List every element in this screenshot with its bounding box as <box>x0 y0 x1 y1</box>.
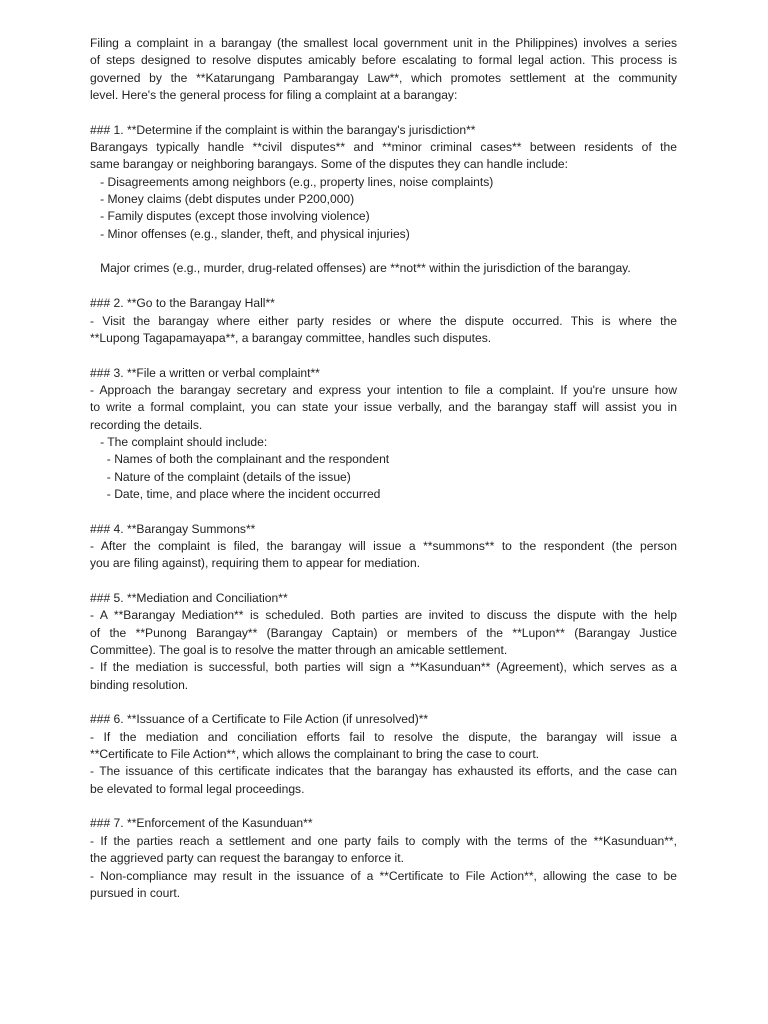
text-line: you are filing against), requiring them to appear for mediation. <box>90 556 421 571</box>
text-line: - If the parties reach a settlement and one party fails to comply with the terms of the **Kasunduan**, <box>90 833 677 848</box>
text-line: - The issuance of this certificate indicates that the barangay has exhausted its efforts, and the case can <box>90 764 677 779</box>
text-line: **Certificate to File Action**, which allows the complainant to bring the case to court. <box>90 747 540 762</box>
text-line: of the **Punong Barangay** (Barangay Captain) or members of the **Lupon** (Barangay Justice <box>90 625 677 640</box>
text-line: Committee). The goal is to resolve the matter through an amicable settlement. <box>90 643 508 658</box>
section-heading: ### 3. **File a written or verbal complaint** <box>90 365 320 380</box>
text-line: Barangays typically handle **civil disputes** and **minor criminal cases** between residents of the <box>90 140 677 155</box>
section-heading: ### 1. **Determine if the complaint is within the barangay's jurisdiction** <box>90 122 476 137</box>
text-line: - After the complaint is filed, the barangay will issue a **summons** to the respondent (the person <box>90 538 677 553</box>
text-line: - If the mediation and conciliation efforts fail to resolve the dispute, the barangay will issue a <box>90 729 677 744</box>
list-item: - Names of both the complainant and the respondent <box>90 452 390 467</box>
intro-paragraph <box>90 35 677 104</box>
text-line: Filing a complaint in a barangay (the smallest local government unit in the Philippines) involves a series <box>90 36 677 50</box>
text-line: same barangay or neighboring barangays. Some of the disputes they can handle include: <box>90 157 569 172</box>
section-heading: ### 2. **Go to the Barangay Hall** <box>90 296 275 311</box>
section-heading: ### 5. **Mediation and Conciliation** <box>90 591 288 605</box>
text-line: - A **Barangay Mediation** is scheduled. Both parties are invited to discuss the dispute with the help <box>90 608 677 623</box>
list-item: - Date, time, and place where the incident occurred <box>90 486 381 501</box>
list-item: - The complaint should include: <box>90 434 268 449</box>
section-7 <box>90 815 677 902</box>
text-line: - Non-compliance may result in the issuance of a **Certificate to File Action**, allowing the case to be <box>90 868 677 883</box>
list-item: - Nature of the complaint (details of the issue) <box>90 469 351 484</box>
text-line: of steps designed to resolve disputes amicably before escalating to formal legal action. This process is <box>90 53 677 68</box>
text-line: be elevated to formal legal proceedings. <box>90 781 305 796</box>
text-line: **Lupong Tagapamayapa**, a barangay committee, handles such disputes. <box>90 330 492 345</box>
list-item: - Money claims (debt disputes under P200,000) <box>90 192 355 207</box>
section-heading: ### 6. **Issuance of a Certificate to File Action (if unresolved)** <box>90 712 429 727</box>
section-5 <box>90 590 677 694</box>
section-heading: ### 7. **Enforcement of the Kasunduan** <box>90 816 313 831</box>
text-line: the aggrieved party can request the barangay to enforce it. <box>90 851 404 866</box>
text-line: - If the mediation is successful, both parties will sign a **Kasunduan** (Agreement), which serves as a <box>90 660 677 675</box>
document-page <box>90 35 677 902</box>
text-line: governed by the **Katarungang Pambarangay Law**, which promotes settlement at the community <box>90 70 677 85</box>
list-item: - Minor offenses (e.g., slander, theft, and physical injuries) <box>90 226 410 241</box>
section-2 <box>90 295 677 347</box>
text-line: - Approach the barangay secretary and express your intention to file a complaint. If you're unsure how <box>90 382 677 397</box>
list-item: - Family disputes (except those involving violence) <box>90 209 370 224</box>
text-line: pursued in court. <box>90 885 181 900</box>
text-line: to write a formal complaint, you can state your issue verbally, and the barangay staff will assist you in <box>90 400 677 415</box>
list-item: - Disagreements among neighbors (e.g., property lines, noise complaints) <box>90 174 494 189</box>
text-line: level. Here's the general process for filing a complaint at a barangay: <box>90 88 458 103</box>
section-3 <box>90 365 677 504</box>
section-6 <box>90 711 677 798</box>
section-1 <box>90 122 677 278</box>
section-4 <box>90 521 677 573</box>
text-line: recording the details. <box>90 417 203 432</box>
section-heading: ### 4. **Barangay Summons** <box>90 521 256 536</box>
text-line: Major crimes (e.g., murder, drug-related offenses) are **not** within the jurisdiction of the barangay. <box>90 261 631 276</box>
text-line: - Visit the barangay where either party resides or where the dispute occurred. This is where the <box>90 313 677 328</box>
text-line: binding resolution. <box>90 677 189 692</box>
